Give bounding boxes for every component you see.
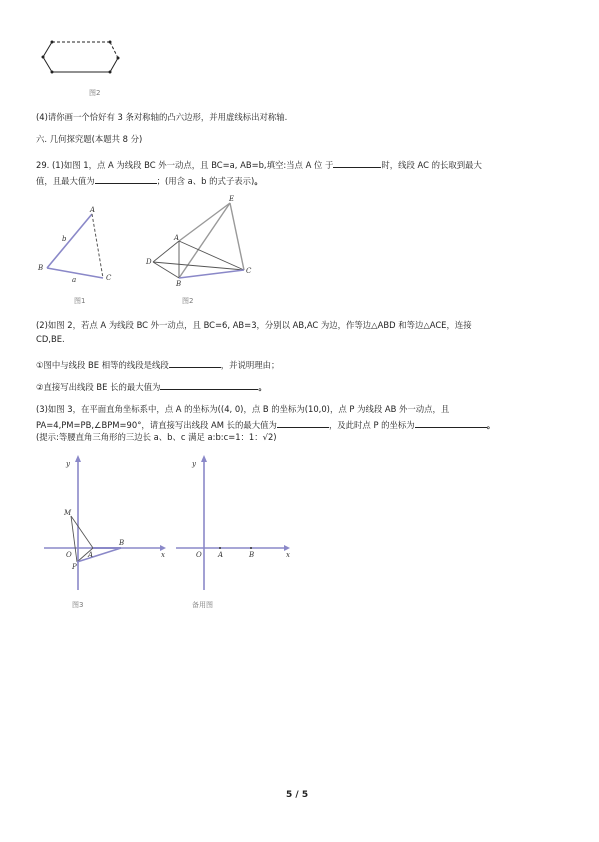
fig4-label-b: B: [249, 551, 255, 559]
fig1-label-side-b: b: [62, 235, 67, 243]
q29-part2-q1-text-a: ①图中与线段 BE 相等的线段是线段: [36, 360, 169, 370]
fig4-label-a: A: [218, 551, 224, 559]
fig1-label-b-point: B: [38, 264, 44, 272]
q29-part3-line2-text-b: ，及此时点 P 的坐标为: [328, 420, 415, 430]
fig2-label-e: E: [229, 195, 235, 203]
fig3-label-p: P: [72, 563, 77, 571]
q29-part2-line1: (2)如图 2，若点 A 为线段 BC 外一动点，且 BC=6, AB=3，分别以 AB,AC 为边，作等边△ABD 和等边△ACE，连接: [36, 320, 472, 330]
fig3-label-o: O: [66, 551, 72, 559]
q29-part2-q2-text-a: ②直接写出线段 BE 长的最大值为: [36, 382, 161, 392]
q29-part2-line2: CD,BE.: [36, 334, 65, 344]
q29-part3-line1: (3)如图 3，在平面直角坐标系中，点 A 的坐标为((4, 0)，点 B 的坐标为(10,0)，点 P 为线段 AB 外一动点，且: [36, 404, 450, 414]
q29-part1-line1-text-a: 29. (1)如图 1，点 A 为线段 BC 外一动点，且 BC=a, AB=b,填空:当点 A 位 于: [36, 160, 334, 170]
fig3-label-b: B: [119, 539, 125, 547]
figure-2-caption: 图2: [182, 297, 194, 305]
section-title: 六. 几何探究题(本题共 8 分): [36, 134, 143, 144]
figure-3-caption: 图3: [72, 601, 84, 609]
q29-part2-q1-text-b: ，并说明理由；: [220, 360, 280, 370]
fig3-label-a: A: [88, 551, 94, 559]
fig4-label-x: x: [286, 551, 290, 559]
q29-part1-line2-text-b: ；(用含 a、b 的式子表示): [156, 176, 255, 186]
fig1-label-a-point: A: [90, 206, 96, 214]
fig3-label-m: M: [64, 509, 72, 517]
fig2-label-a: A: [174, 234, 180, 242]
question-4-text: (4)请你画一个恰好有 3 条对称轴的凸六边形，并用虚线标出对称轴.: [36, 112, 288, 122]
fig4-label-y: y: [192, 460, 196, 468]
fig3-label-y: y: [66, 460, 70, 468]
page-number: 5 / 5: [286, 790, 309, 800]
fig1-label-c-point: C: [106, 274, 112, 282]
fig4-label-o: O: [196, 551, 202, 559]
q29-part1-line1-text-b: 时，线段 AC 的长取到最大: [381, 160, 482, 170]
fig2-label-d: D: [146, 258, 152, 266]
q29-part1-line2-text-a: 值，且最大值为: [36, 176, 95, 186]
figure-2-top-caption: 图2: [89, 89, 101, 97]
figure-1-caption: 图1: [74, 297, 86, 305]
backup-figure-caption: 备用图: [192, 601, 213, 609]
fig1-label-side-a: a: [72, 276, 77, 284]
fig3-label-x: x: [161, 551, 165, 559]
fig2-label-b: B: [176, 280, 182, 288]
q29-part1-line2-end: 。: [254, 176, 263, 186]
q29-part3-hint: (提示:等腰直角三角形的三边长 a、b、c 满足 a:b:c=1：1：√2): [36, 432, 277, 442]
q29-part3-line2-end: 。: [486, 420, 496, 430]
q29-part3-line2-text-a: PA=4,PM=PB,∠BPM=90°，请直接写出线段 AM 长的最大值为: [36, 420, 277, 430]
fig2-label-c: C: [246, 267, 252, 275]
q29-part2-q2-text-b: 。: [258, 382, 267, 392]
